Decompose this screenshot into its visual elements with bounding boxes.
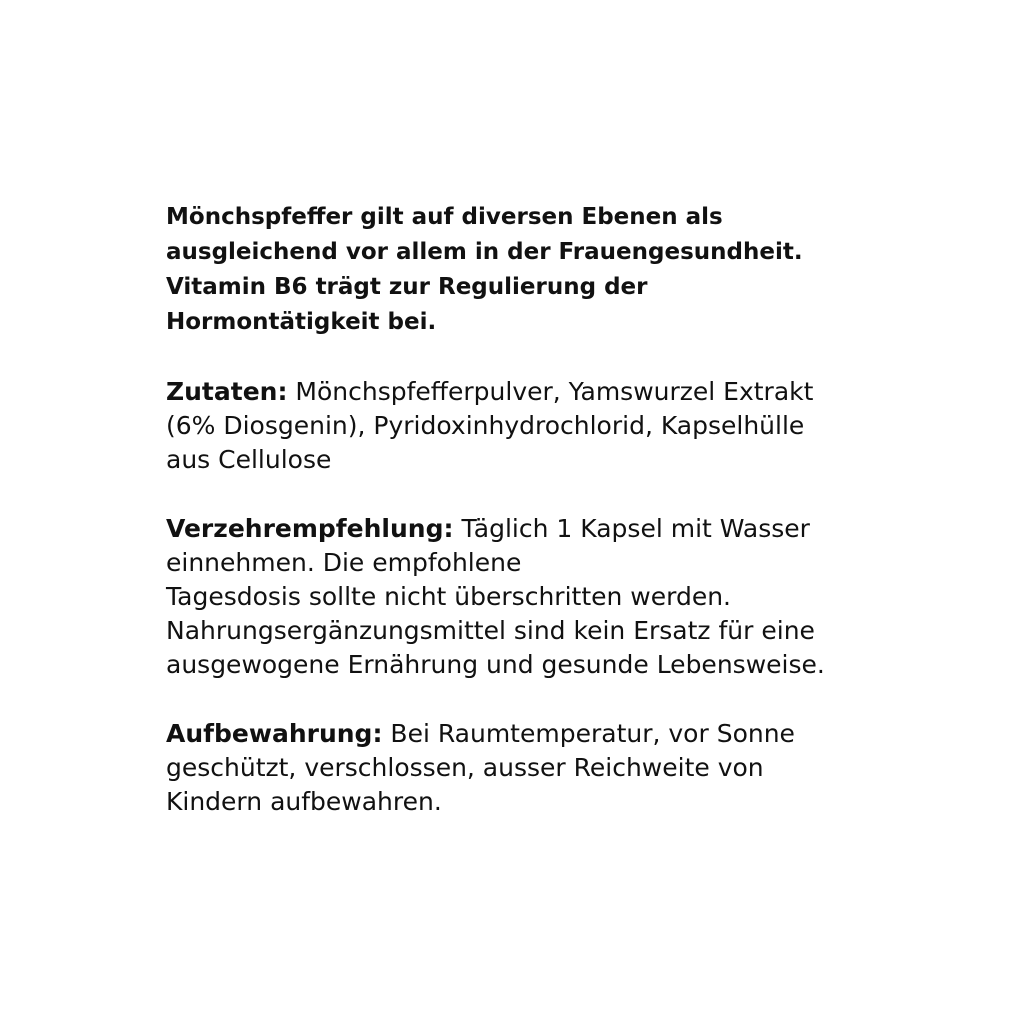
storage-line: Kindern aufbewahren. [166,787,442,816]
ingredients-line [166,375,966,409]
product-info [166,200,966,854]
dosage-section [166,512,966,682]
storage-section [166,717,966,819]
ingredients-section [166,375,966,477]
ingredients-text: Mönchspfefferpulver, Yamswurzel Extrakt [287,377,814,406]
dosage-line [166,512,966,546]
storage-label: Aufbewahrung: [166,719,383,748]
intro-paragraph [166,200,966,340]
dosage-text: Täglich 1 Kapsel mit Wasser [453,514,810,543]
intro-line: Hormontätigkeit bei. [166,309,437,335]
ingredients-label: Zutaten: [166,377,288,406]
dosage-line: Nahrungsergänzungsmittel sind kein Ersatz für eine [166,616,815,645]
ingredients-line: aus Cellulose [166,445,332,474]
ingredients-line: (6% Diosgenin), Pyridoxinhydrochlorid, Kapselhülle [166,411,805,440]
storage-line [166,717,966,751]
storage-line: geschützt, verschlossen, ausser Reichweite von [166,753,764,782]
intro-line: Mönchspfeffer gilt auf diversen Ebenen als [166,204,723,230]
dosage-line: einnehmen. Die empfohlene [166,548,522,577]
dosage-line: Tagesdosis sollte nicht überschritten werden. [166,582,732,611]
intro-line: Vitamin B6 trägt zur Regulierung der [166,274,648,300]
intro-line: ausgleichend vor allem in der Frauengesundheit. [166,239,803,265]
storage-text: Bei Raumtemperatur, vor Sonne [382,719,795,748]
dosage-line: ausgewogene Ernährung und gesunde Lebensweise. [166,650,825,679]
dosage-label: Verzehrempfehlung: [166,514,454,543]
